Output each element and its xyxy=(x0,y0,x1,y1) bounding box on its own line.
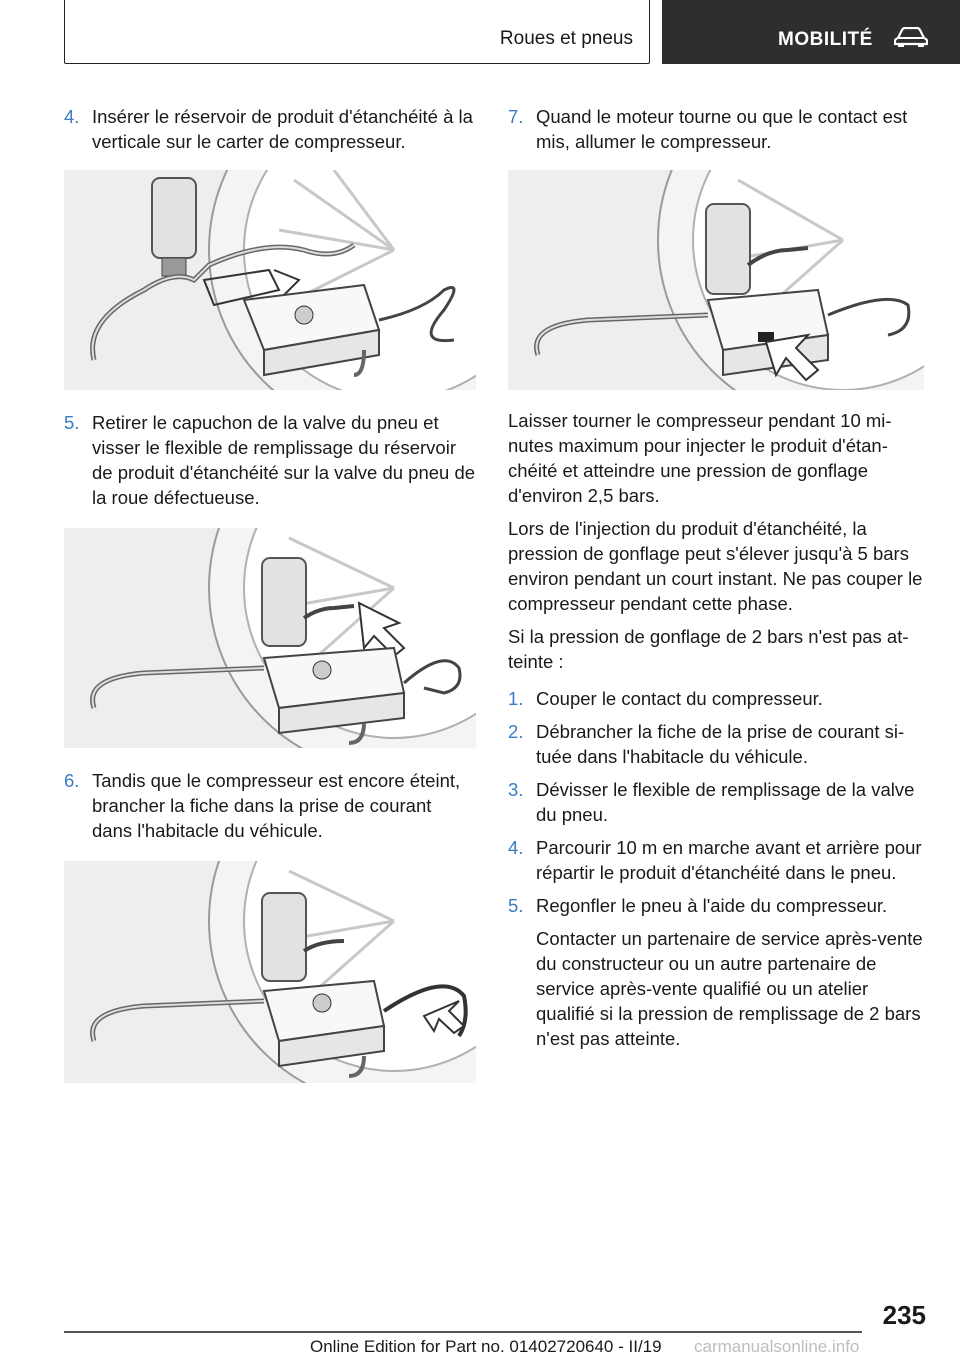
section-tab xyxy=(64,0,650,64)
substep-1 xyxy=(508,686,928,711)
step-text: Regonfler le pneu à l'aide du compresseur. xyxy=(536,895,888,916)
left-column xyxy=(64,104,476,1083)
step-number: 5. xyxy=(508,895,524,916)
step-text: Tandis que le compresseur est encore éteint, brancher la fiche dans la prise de courant dans l'habitacle du véhicule. xyxy=(92,770,461,841)
page-number: 235 xyxy=(882,1300,926,1330)
substep-5 xyxy=(508,893,928,918)
step-text: Débrancher la fiche de la prise de courant si‐tuée dans l'habitacle du véhicule. xyxy=(536,721,905,767)
step-6 xyxy=(64,768,476,843)
step-number: 6. xyxy=(64,770,80,791)
paragraph: Lors de l'injection du produit d'étanchéité, la pression de gonflage peut s'élever jusqu'à 5 bars environ pendant un court instant. Ne pas couper le compresseur pendant cette phase. xyxy=(508,518,923,614)
step-text: Dévisser le flexible de remplissage de la valve du pneu. xyxy=(536,779,915,825)
step-number: 4. xyxy=(64,106,80,127)
step-7 xyxy=(508,104,928,154)
paragraph: Laisser tourner le compresseur pendant 10 mi‐nutes maximum pour injecter le produit d'étan‐chéité et atteindre une pression de gonflage d'environ 2,5 bars. xyxy=(508,410,892,506)
substep-3 xyxy=(508,777,928,827)
section-title: Roues et pneus xyxy=(499,28,633,49)
illustration-switch-on xyxy=(508,170,924,390)
illustration-connect-hose xyxy=(64,528,476,748)
substep-2 xyxy=(508,719,928,769)
step-text: Retirer le capuchon de la valve du pneu et visser le flexible de remplissage du réservoir de produit d'étanchéité sur la valve du pneu de la roue défectueuse. xyxy=(92,412,476,508)
watermark: carmanualsonline.info xyxy=(694,1337,860,1356)
chapter-tab xyxy=(662,0,960,64)
step-number: 2. xyxy=(508,721,524,742)
step-text: Quand le moteur tourne ou que le contact est mis, allumer le compresseur. xyxy=(536,106,908,152)
step-number: 1. xyxy=(508,688,524,709)
footer-divider xyxy=(64,1331,862,1333)
step-text: Couper le contact du compresseur. xyxy=(536,688,823,709)
step-number: 4. xyxy=(508,837,524,858)
page-header xyxy=(0,0,960,66)
car-icon xyxy=(894,27,928,47)
step-5 xyxy=(64,410,476,510)
step-text: Insérer le réservoir de produit d'étanchéité à la verticale sur le carter de compresseur. xyxy=(92,106,473,152)
paragraph: Si la pression de gonflage de 2 bars n'est pas at‐teinte : xyxy=(508,626,909,672)
edition-text: Online Edition for Part no. 01402720640 - II/19 xyxy=(310,1337,662,1356)
step-number: 3. xyxy=(508,779,524,800)
illustration-plug-in xyxy=(64,861,476,1083)
step-number: 5. xyxy=(64,412,80,433)
step-text: Parcourir 10 m en marche avant et arrière pour répartir le produit d'étanchéité dans le pneu. xyxy=(536,837,922,883)
right-column xyxy=(508,104,928,1051)
step-number: 7. xyxy=(508,106,524,127)
chapter-title: MOBILITÉ xyxy=(778,29,873,50)
step-4 xyxy=(64,104,476,154)
service-note: Contacter un partenaire de service après‐vente du constructeur ou un autre partenaire de service après-vente qualifié ou un atelier qualifié si la pression de remplissage de 2 bars n'est pas atteinte. xyxy=(536,928,923,1049)
substep-4 xyxy=(508,835,928,885)
illustration-insert-sealant xyxy=(64,170,476,390)
substeps-list xyxy=(508,686,928,1051)
